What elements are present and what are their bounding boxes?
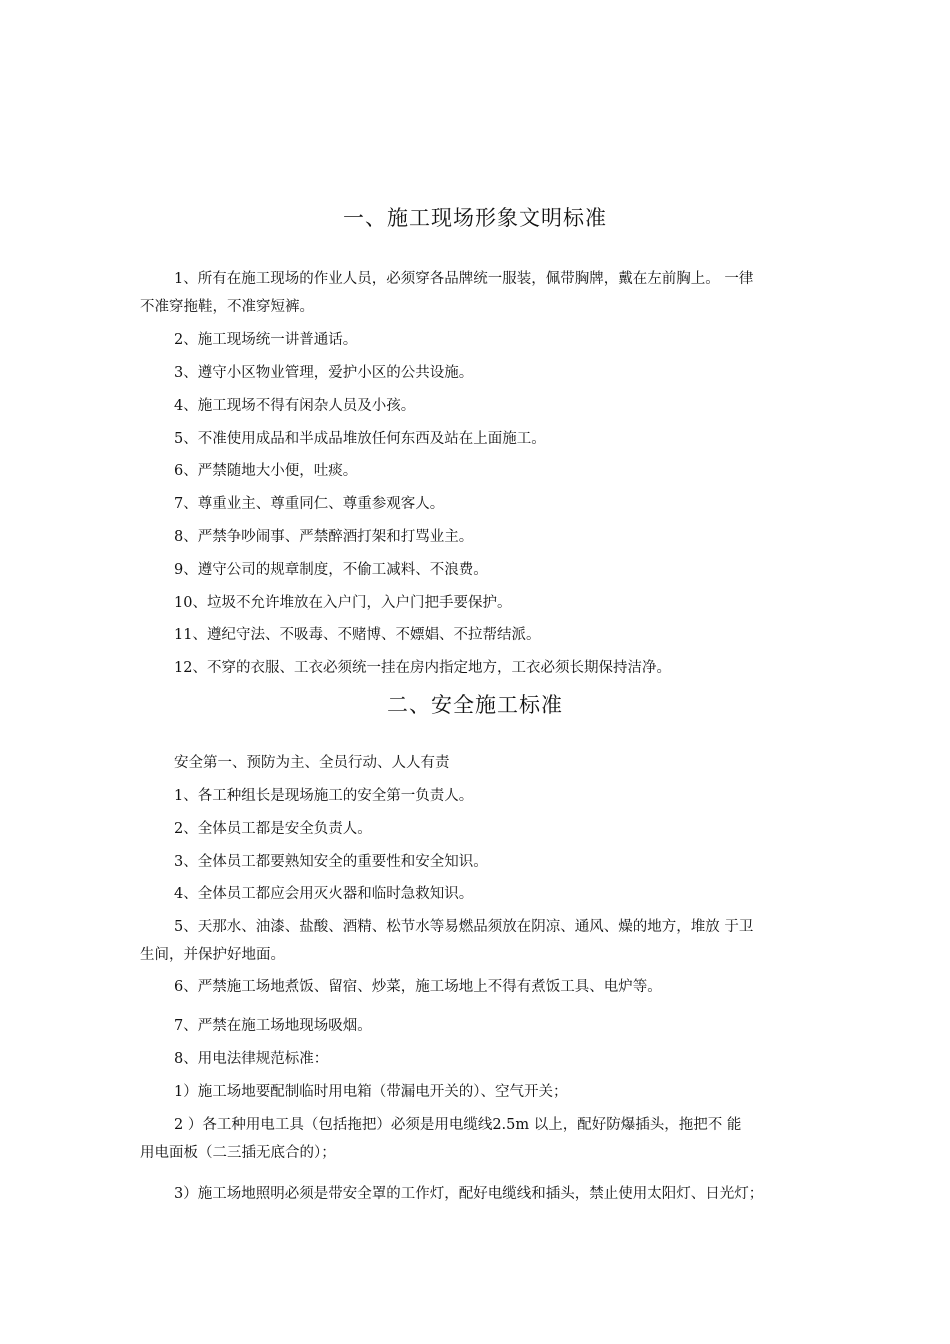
s1-item-1-line-2: 不准穿拖鞋，不准穿短裤。 (140, 299, 314, 315)
s1-item-8 (140, 523, 816, 551)
s2-sub-2-line-1: 2 ）各工种用电工具（包括拖把）必须是用电缆线2.5m 以上，配好防爆插头，拖把不 能 (174, 1117, 742, 1133)
s1-item-3 (140, 359, 816, 387)
s1-item-11 (140, 621, 816, 649)
s2-item-1-text: 1、各工种组长是现场施工的安全第一负责人。 (174, 788, 474, 804)
s2-sub-2-line-2: 用电面板（二三插无底合的）； (140, 1145, 336, 1161)
s2-item-5-line-1: 5、天那水、油漆、盐酸、酒精、松节水等易燃品须放在阴凉、通风、燥的地方，堆放 于卫 (174, 919, 754, 935)
s2-item-1 (140, 782, 816, 810)
section-1-title: 一、施工现场形象文明标准 (343, 206, 607, 230)
s2-motto (140, 749, 816, 777)
s1-item-2-text: 2、施工现场统一讲普通话。 (174, 332, 358, 348)
s1-item-6-text: 6、严禁随地大小便，吐痰。 (174, 463, 358, 479)
s1-item-6 (140, 457, 816, 485)
s2-item-8 (140, 1045, 816, 1073)
s2-item-3 (140, 848, 816, 876)
s2-item-8-text: 8、用电法律规范标准： (174, 1051, 329, 1067)
s1-item-3-text: 3、遵守小区物业管理，爱护小区的公共设施。 (174, 365, 474, 381)
s2-item-6 (140, 973, 816, 1001)
s1-item-5 (140, 425, 816, 453)
s1-item-7 (140, 490, 816, 518)
s2-item-5-line-2: 生间，并保护好地面。 (140, 947, 285, 963)
s1-item-9 (140, 556, 816, 584)
s1-item-10-text: 10、垃圾不允许堆放在入户门，入户门把手要保护。 (174, 595, 512, 611)
s2-item-3-text: 3、全体员工都要熟知安全的重要性和安全知识。 (174, 854, 488, 870)
s1-item-12 (140, 654, 816, 682)
s1-item-9-text: 9、遵守公司的规章制度，不偷工减料、不浪费。 (174, 562, 488, 578)
s2-motto-text: 安全第一、预防为主、全员行动、人人有责 (174, 755, 450, 771)
s1-item-2 (140, 326, 816, 354)
s1-item-10 (140, 589, 816, 617)
s2-item-7-text: 7、严禁在施工场地现场吸烟。 (174, 1018, 372, 1034)
s1-item-7-text: 7、尊重业主、尊重同仁、尊重参观客人。 (174, 496, 445, 512)
s1-item-5-text: 5、不准使用成品和半成品堆放任何东西及站在上面施工。 (174, 431, 546, 447)
s1-item-4-text: 4、施工现场不得有闲杂人员及小孩。 (174, 398, 416, 414)
s2-item-4 (140, 880, 816, 908)
s1-item-1 (140, 265, 816, 321)
s2-item-2-text: 2、全体员工都是安全负责人。 (174, 821, 372, 837)
s1-item-4 (140, 392, 816, 420)
s2-item-2 (140, 815, 816, 843)
s1-item-1-line-1: 1、所有在施工现场的作业人员，必须穿各品牌统一服装，佩带胸牌，戴在左前胸上。 一律 (174, 271, 754, 287)
s2-item-6-text: 6、严禁施工场地煮饭、留宿、炒菜，施工场地上不得有煮饭工具、电炉等。 (174, 979, 662, 995)
s1-item-8-text: 8、严禁争吵闹事、严禁醉酒打架和打骂业主。 (174, 529, 474, 545)
s2-sub-1-text: 1）施工场地要配制临时用电箱（带漏电开关的）、空气开关； (174, 1084, 568, 1100)
s1-item-12-text: 12、不穿的衣服、工衣必须统一挂在房内指定地方，工衣必须长期保持洁净。 (174, 660, 671, 676)
s2-item-5 (140, 913, 816, 969)
s2-item-7 (140, 1012, 816, 1040)
s2-sub-3-text: 3）施工场地照明必须是带安全罩的工作灯，配好电缆线和插头，禁止使用太阳灯、日光灯； (174, 1186, 764, 1202)
section-2-title: 二、安全施工标准 (387, 693, 563, 717)
s2-sub-1 (140, 1078, 816, 1106)
s2-item-4-text: 4、全体员工都应会用灭火器和临时急救知识。 (174, 886, 474, 902)
s1-item-11-text: 11、遵纪守法、不吸毒、不赌博、不嫖娼、不拉帮结派。 (174, 627, 541, 643)
s2-sub-2 (140, 1111, 816, 1167)
s2-sub-3 (140, 1180, 816, 1208)
